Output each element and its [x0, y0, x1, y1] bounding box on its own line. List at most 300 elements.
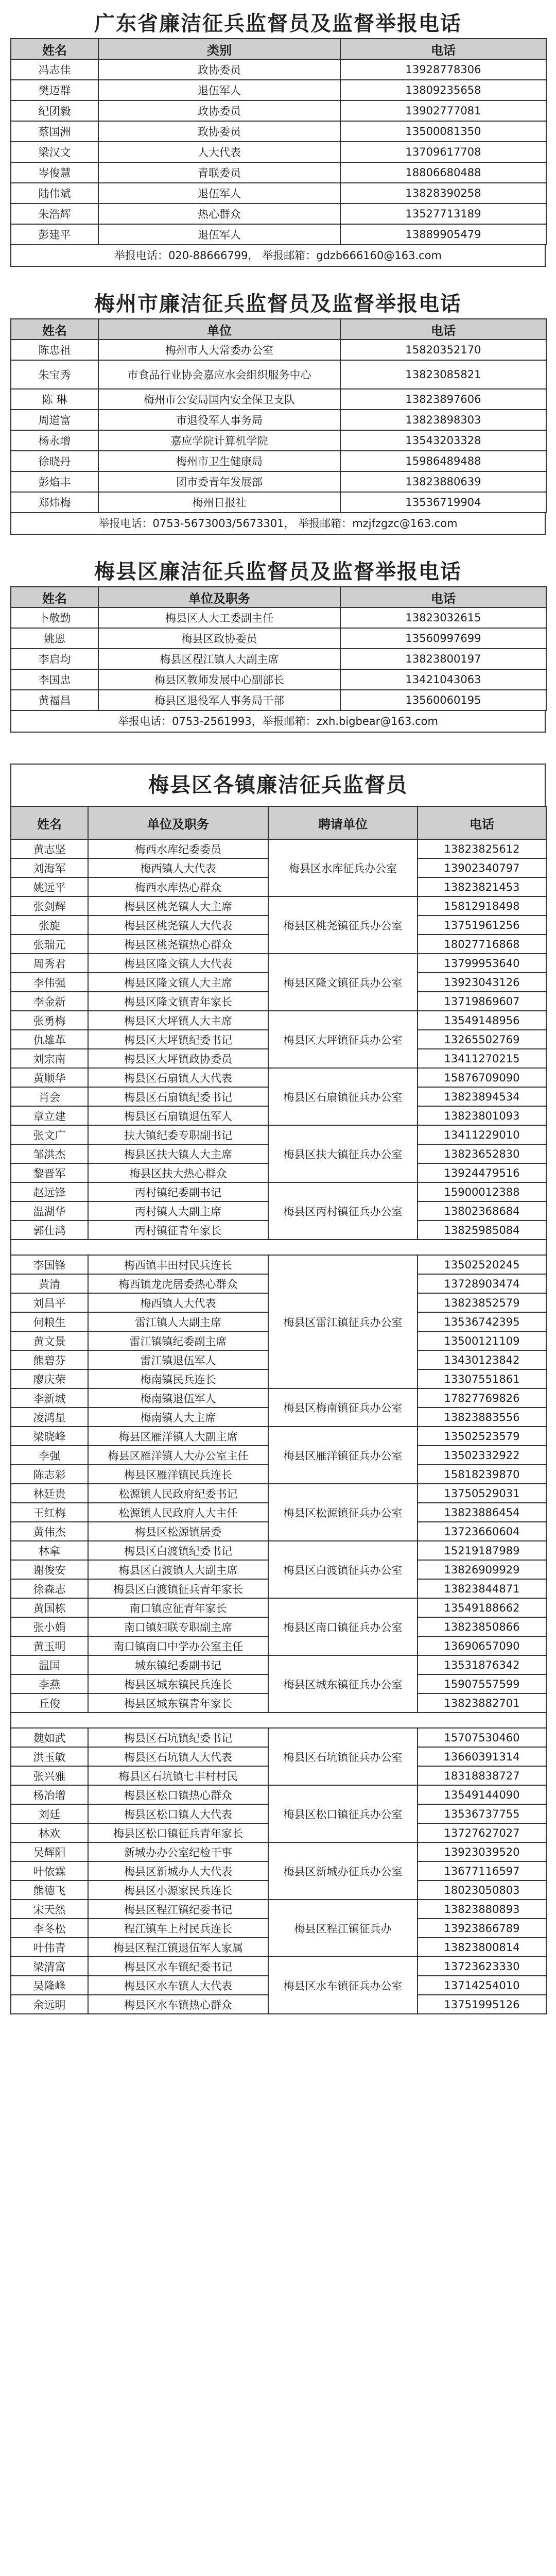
person-unit: 梅县区政协委员 [98, 628, 340, 649]
person-unit: 梅县区大坪镇人大主席 [88, 1011, 268, 1030]
person-phone: 18023050803 [418, 1880, 546, 1900]
person-phone: 13536742395 [418, 1312, 546, 1331]
person-phone: 13265502769 [418, 1030, 546, 1049]
person-name: 肖会 [11, 1087, 88, 1106]
person-phone: 13809235658 [340, 80, 546, 100]
person-phone: 13560060195 [340, 690, 546, 710]
person-name: 李金新 [11, 992, 88, 1011]
person-phone: 13543203328 [340, 430, 546, 451]
table-row [11, 1655, 546, 1674]
person-phone: 15907557599 [418, 1674, 546, 1693]
person-phone: 13531876342 [418, 1655, 546, 1674]
person-phone: 13549148956 [418, 1011, 546, 1030]
person-name: 王红梅 [11, 1503, 88, 1522]
person-phone: 13902340797 [418, 858, 546, 877]
person-unit: 梅南镇人大主席 [88, 1408, 268, 1427]
person-unit: 市食品行业协会嘉应水会组织服务中心 [98, 360, 340, 389]
person-name: 樊迈群 [11, 80, 98, 100]
person-name: 丘俊 [11, 1693, 88, 1713]
person-name: 张小娟 [11, 1617, 88, 1636]
section-title: 梅州市廉洁征兵监督员及监督举报电话 [94, 292, 462, 316]
section-guangdong [10, 0, 546, 267]
person-name: 黄清 [11, 1274, 88, 1293]
table-row [11, 451, 546, 471]
person-name: 周秀君 [11, 954, 88, 973]
person-unit: 梅县区人大工委副主任 [98, 607, 340, 628]
person-phone: 13823897606 [340, 389, 546, 410]
person-unit: 梅县区松口镇征兵青年家长 [88, 1823, 268, 1842]
section-title: 广东省廉洁征兵监督员及监督举报电话 [94, 12, 462, 36]
person-unit: 松源镇人民政府纪委书记 [88, 1484, 268, 1503]
person-unit: 梅西镇丰田村民兵连长 [88, 1255, 268, 1274]
person-unit: 梅县区石扇镇人大代表 [88, 1068, 268, 1087]
person-name: 何粮生 [11, 1312, 88, 1331]
hiring-unit: 梅县区南口镇征兵办公室 [268, 1598, 418, 1655]
table-row [11, 224, 546, 245]
person-phone: 15707530460 [418, 1728, 546, 1747]
person-phone: 13823032615 [340, 607, 546, 628]
guangdong-table [10, 38, 547, 245]
hiring-unit: 梅县区松源镇征兵办公室 [268, 1484, 418, 1541]
person-phone: 13690657090 [418, 1636, 546, 1655]
hiring-unit: 梅县区程江镇征兵办 [268, 1900, 418, 1957]
person-name: 张文广 [11, 1125, 88, 1144]
person-unit: 政协委员 [98, 59, 340, 80]
person-unit: 梅西镇龙虎居委热心群众 [88, 1274, 268, 1293]
person-name: 徐晓丹 [11, 451, 98, 471]
hiring-unit: 梅县区大坪镇征兵办公室 [268, 1011, 418, 1068]
person-phone: 13714254010 [418, 1976, 546, 1995]
person-unit: 梅县区松口镇人大代表 [88, 1804, 268, 1823]
person-unit: 梅县区雁洋镇人大副主席 [88, 1427, 268, 1446]
table-row [11, 1900, 546, 1919]
person-phone: 13750529031 [418, 1484, 546, 1503]
table-row [11, 690, 546, 710]
person-phone: 13823898303 [340, 410, 546, 430]
hiring-unit: 梅县区石扇镇征兵办公室 [268, 1068, 418, 1125]
person-unit: 梅县区白渡镇纪委书记 [88, 1541, 268, 1560]
person-phone: 13889905479 [340, 224, 546, 245]
person-name: 章立建 [11, 1106, 88, 1125]
person-phone: 13802368684 [418, 1201, 546, 1221]
person-name: 徐森志 [11, 1579, 88, 1598]
person-name: 朱宝秀 [11, 360, 98, 389]
table-row [11, 649, 546, 669]
table-row [11, 162, 546, 183]
person-unit: 梅县区水车镇纪委书记 [88, 1957, 268, 1976]
person-phone: 13723623330 [418, 1957, 546, 1976]
person-phone: 13751961256 [418, 916, 546, 935]
person-phone: 13923043126 [418, 973, 546, 992]
person-phone: 17827769826 [418, 1388, 546, 1408]
meixian-table [10, 586, 547, 711]
table-row [11, 607, 546, 628]
table-row [11, 100, 546, 121]
table-row [11, 142, 546, 162]
person-unit: 扶大镇纪委专职副书记 [88, 1125, 268, 1144]
person-unit: 梅县区水车镇人大代表 [88, 1976, 268, 1995]
person-name: 邹洪杰 [11, 1144, 88, 1163]
person-name: 蔡国洲 [11, 121, 98, 142]
person-phone: 13823886454 [418, 1503, 546, 1522]
person-unit: 政协委员 [98, 121, 340, 142]
person-name: 陈志彩 [11, 1465, 88, 1484]
section-towns [10, 733, 546, 2014]
hiring-unit: 梅县区隆文镇征兵办公室 [268, 954, 418, 1011]
person-name: 仇雄革 [11, 1030, 88, 1049]
person-unit: 城东镇纪委副书记 [88, 1655, 268, 1674]
person-phone: 13411229010 [418, 1125, 546, 1144]
person-phone: 13560997699 [340, 628, 546, 649]
table-row [11, 1255, 546, 1274]
person-unit: 梅县区雁洋镇人大办公室主任 [88, 1446, 268, 1465]
person-unit: 梅南镇民兵连长 [88, 1369, 268, 1388]
table-row [11, 1388, 546, 1408]
person-name: 熊碧芬 [11, 1350, 88, 1369]
person-name: 叶依霖 [11, 1861, 88, 1880]
table-row [11, 1125, 546, 1144]
person-unit: 南口镇南口中学办公室主任 [88, 1636, 268, 1655]
person-name: 姚恩 [11, 628, 98, 649]
hiring-unit: 梅县区水库征兵办公室 [268, 839, 418, 896]
section-meizhou [10, 267, 546, 535]
person-unit: 梅县区城东镇民兵连长 [88, 1674, 268, 1693]
person-name: 刘宗南 [11, 1049, 88, 1068]
person-unit: 梅州市人大常委办公室 [98, 340, 340, 360]
person-name: 黄国栋 [11, 1598, 88, 1617]
person-unit: 丙村镇征青年家长 [88, 1221, 268, 1240]
header-phone: 电话 [340, 39, 546, 59]
person-unit: 梅西镇人大代表 [88, 858, 268, 877]
person-name: 刘廷 [11, 1804, 88, 1823]
person-name: 刘昌平 [11, 1293, 88, 1312]
person-unit: 梅县区桃尧镇人大主席 [88, 896, 268, 916]
person-unit: 退伍军人 [98, 224, 340, 245]
person-phone: 13502332922 [418, 1446, 546, 1465]
table-row [11, 669, 546, 690]
person-name: 郑炜梅 [11, 492, 98, 513]
person-unit: 南口镇妇联专职副主席 [88, 1617, 268, 1636]
person-name: 李强 [11, 1446, 88, 1465]
table-row [11, 1598, 546, 1617]
person-unit: 梅州市卫生健康局 [98, 451, 340, 471]
table-row [11, 430, 546, 451]
table-row [11, 389, 546, 410]
hiring-unit: 梅县区水车镇征兵办公室 [268, 1957, 418, 2014]
hiring-unit: 梅县区雷江镇征兵办公室 [268, 1255, 418, 1388]
hiring-unit: 梅县区城东镇征兵办公室 [268, 1655, 418, 1713]
person-unit: 梅县区桃尧镇人大代表 [88, 916, 268, 935]
person-unit: 梅县区隆文镇人大主席 [88, 973, 268, 992]
person-unit: 梅县区石坑镇七丰村村民 [88, 1766, 268, 1785]
person-unit: 青联委员 [98, 162, 340, 183]
person-name: 黎晋军 [11, 1163, 88, 1182]
person-phone: 13823801093 [418, 1106, 546, 1125]
person-phone: 15876709090 [418, 1068, 546, 1087]
separator-row [11, 1713, 546, 1728]
person-name: 黄玉明 [11, 1636, 88, 1655]
person-unit: 丙村镇人大副主席 [88, 1201, 268, 1221]
person-unit: 梅县区水车镇热心群众 [88, 1995, 268, 2014]
report-footer: 举报电话：020-88666799， 举报邮箱：gdzb666160@163.com [10, 245, 546, 267]
person-phone: 18806680488 [340, 162, 546, 183]
person-name: 温湖华 [11, 1201, 88, 1221]
report-footer: 举报电话：0753-5673003/5673301， 举报邮箱：mzjfzgzc@163.com [10, 513, 546, 535]
header-unit-role: 单位及职务 [98, 587, 340, 607]
hiring-unit: 梅县区新城办征兵办公室 [268, 1842, 418, 1900]
person-phone: 13823882701 [418, 1693, 546, 1713]
separator-cell [11, 1713, 546, 1728]
person-unit: 梅县区扶大镇人大主席 [88, 1144, 268, 1163]
person-phone: 18318838727 [418, 1766, 546, 1785]
person-unit: 梅县区雁洋镇民兵连长 [88, 1465, 268, 1484]
person-unit: 退伍军人 [98, 80, 340, 100]
person-name: 卜敬勤 [11, 607, 98, 628]
person-name: 余远明 [11, 1995, 88, 2014]
person-unit: 丙村镇纪委副书记 [88, 1182, 268, 1201]
person-phone: 13823652830 [418, 1144, 546, 1163]
person-unit: 梅县区隆文镇人大代表 [88, 954, 268, 973]
person-name: 黄福昌 [11, 690, 98, 710]
person-unit: 梅县区隆文镇青年家长 [88, 992, 268, 1011]
person-unit: 梅州日报社 [98, 492, 340, 513]
table-row [11, 1484, 546, 1503]
person-name: 李新城 [11, 1388, 88, 1408]
person-name: 朱浩辉 [11, 204, 98, 224]
person-name: 赵远锋 [11, 1182, 88, 1201]
header-name: 姓名 [11, 39, 98, 59]
person-unit: 梅县区城东镇青年家长 [88, 1693, 268, 1713]
table-row [11, 80, 546, 100]
header-unit-role: 单位及职务 [88, 806, 268, 839]
header-unit: 单位 [98, 319, 340, 340]
person-name: 陈忠祖 [11, 340, 98, 360]
person-phone: 13723660604 [418, 1522, 546, 1541]
person-phone: 13826909929 [418, 1560, 546, 1579]
person-unit: 梅县区松口镇热心群众 [88, 1785, 268, 1804]
person-unit: 梅县区白渡镇人大副主席 [88, 1560, 268, 1579]
hiring-unit: 梅县区扶大镇征兵办公室 [268, 1125, 418, 1182]
person-name: 吴辉阳 [11, 1842, 88, 1861]
table-row [11, 839, 546, 858]
person-name: 张瑞元 [11, 935, 88, 954]
person-name: 黄伟杰 [11, 1522, 88, 1541]
person-name: 纪团毅 [11, 100, 98, 121]
hiring-unit: 梅县区梅南镇征兵办公室 [268, 1388, 418, 1427]
table-row [11, 1728, 546, 1747]
person-unit: 梅西水库纪委委员 [88, 839, 268, 858]
table-row [11, 896, 546, 916]
person-name: 熊德飞 [11, 1880, 88, 1900]
person-phone: 13411270215 [418, 1049, 546, 1068]
person-name: 林拿 [11, 1541, 88, 1560]
person-unit: 梅县区扶大热心群众 [88, 1163, 268, 1182]
person-phone: 15986489488 [340, 451, 546, 471]
person-unit: 南口镇应征青年家长 [88, 1598, 268, 1617]
person-unit: 梅州市公安局国内安全保卫支队 [98, 389, 340, 410]
person-phone: 13823850866 [418, 1617, 546, 1636]
person-name: 张旋 [11, 916, 88, 935]
person-phone: 13527713189 [340, 204, 546, 224]
table-row [11, 360, 546, 389]
person-unit: 梅县区退役军人事务局干部 [98, 690, 340, 710]
header-name: 姓名 [11, 319, 98, 340]
person-unit: 梅县区程江镇纪委书记 [88, 1900, 268, 1919]
table-row [11, 1541, 546, 1560]
person-phone: 13500121109 [418, 1331, 546, 1350]
person-name: 梁晓峰 [11, 1427, 88, 1446]
person-unit: 梅县区石坑镇纪委书记 [88, 1728, 268, 1747]
person-phone: 13430123842 [418, 1350, 546, 1369]
person-unit: 梅县区程江镇人大副主席 [98, 649, 340, 669]
person-name: 姚远平 [11, 877, 88, 896]
hiring-unit: 梅县区雁洋镇征兵办公室 [268, 1427, 418, 1484]
person-unit: 人大代表 [98, 142, 340, 162]
person-phone: 13502520245 [418, 1255, 546, 1274]
person-unit: 雷江镇镇纪委副主席 [88, 1331, 268, 1350]
person-name: 彭建平 [11, 224, 98, 245]
person-name: 叶伟青 [11, 1938, 88, 1957]
person-unit: 梅县区石扇镇纪委书记 [88, 1087, 268, 1106]
person-name: 张勇梅 [11, 1011, 88, 1030]
hiring-unit: 梅县区松口镇征兵办公室 [268, 1785, 418, 1842]
report-footer: 举报电话：0753-2561993，举报邮箱：zxh.bigbear@163.com [10, 711, 546, 733]
person-name: 李伟强 [11, 973, 88, 992]
person-name: 林欢 [11, 1823, 88, 1842]
person-name: 杨永增 [11, 430, 98, 451]
person-name: 黄文景 [11, 1331, 88, 1350]
table-row [11, 471, 546, 492]
hiring-unit: 梅县区白渡镇征兵办公室 [268, 1541, 418, 1598]
table-row [11, 204, 546, 224]
person-name: 洪玉敏 [11, 1747, 88, 1766]
header-phone: 电话 [340, 319, 546, 340]
person-unit: 新城办办公室纪检干事 [88, 1842, 268, 1861]
hiring-unit: 梅县区桃尧镇征兵办公室 [268, 896, 418, 954]
person-name: 陆伟斌 [11, 183, 98, 204]
section-meixian [10, 535, 546, 733]
person-name: 张剑辉 [11, 896, 88, 916]
table-row [11, 1957, 546, 1976]
person-name: 张兴雅 [11, 1766, 88, 1785]
person-name: 陈 琳 [11, 389, 98, 410]
person-name: 李国忠 [11, 669, 98, 690]
person-phone: 13923866789 [418, 1919, 546, 1938]
table-row [11, 1068, 546, 1087]
person-name: 凌鸿星 [11, 1408, 88, 1427]
section-title: 梅县区各镇廉洁征兵监督员 [10, 764, 546, 806]
person-phone: 13549144090 [418, 1785, 546, 1804]
person-name: 黄顺华 [11, 1068, 88, 1087]
person-name: 岑俊慧 [11, 162, 98, 183]
person-phone: 13828390258 [340, 183, 546, 204]
person-phone: 13536719904 [340, 492, 546, 513]
header-phone: 电话 [340, 587, 546, 607]
person-unit: 梅县区小源家民兵连长 [88, 1880, 268, 1900]
person-name: 宋天然 [11, 1900, 88, 1919]
person-name: 李启均 [11, 649, 98, 669]
person-phone: 13924479516 [418, 1163, 546, 1182]
person-name: 魏如武 [11, 1728, 88, 1747]
person-name: 李燕 [11, 1674, 88, 1693]
table-row [11, 1182, 546, 1201]
person-name: 谢俊安 [11, 1560, 88, 1579]
person-phone: 13421043063 [340, 669, 546, 690]
person-unit: 梅县区石坑镇人大代表 [88, 1747, 268, 1766]
person-phone: 13823821453 [418, 877, 546, 896]
person-unit: 市退役军人事务局 [98, 410, 340, 430]
person-name: 彭焰丰 [11, 471, 98, 492]
person-phone: 13500081350 [340, 121, 546, 142]
person-name: 郭仕鸿 [11, 1221, 88, 1240]
person-phone: 15219187989 [418, 1541, 546, 1560]
person-unit: 梅县区新城办人大代表 [88, 1861, 268, 1880]
person-phone: 13549188662 [418, 1598, 546, 1617]
table-row [11, 628, 546, 649]
person-unit: 退伍军人 [98, 183, 340, 204]
table-row [11, 59, 546, 80]
table-row [11, 410, 546, 430]
person-name: 梁汉文 [11, 142, 98, 162]
table-row [11, 340, 546, 360]
header-name: 姓名 [11, 587, 98, 607]
person-name: 冯志佳 [11, 59, 98, 80]
table-row [11, 1842, 546, 1861]
person-phone: 13751995126 [418, 1995, 546, 2014]
person-unit: 松源镇人民政府人大主任 [88, 1503, 268, 1522]
header-hiring-unit: 聘请单位 [268, 806, 418, 839]
person-name: 廖庆荣 [11, 1369, 88, 1388]
person-unit: 梅县区大坪镇纪委书记 [88, 1030, 268, 1049]
person-name: 林廷贵 [11, 1484, 88, 1503]
person-phone: 13823825612 [418, 839, 546, 858]
person-unit: 程江镇车上村民兵连长 [88, 1919, 268, 1938]
header-phone: 电话 [418, 806, 546, 839]
person-unit: 热心群众 [98, 204, 340, 224]
person-phone: 15812918498 [418, 896, 546, 916]
person-name: 温国 [11, 1655, 88, 1674]
person-unit: 梅县区教师发展中心副部长 [98, 669, 340, 690]
person-name: 黄志坚 [11, 839, 88, 858]
person-phone: 13823880639 [340, 471, 546, 492]
person-phone: 13536737755 [418, 1804, 546, 1823]
person-phone: 13823880893 [418, 1900, 546, 1919]
person-unit: 嘉应学院计算机学院 [98, 430, 340, 451]
person-unit: 梅县区白渡镇征兵青年家长 [88, 1579, 268, 1598]
person-phone: 13823844871 [418, 1579, 546, 1598]
person-phone: 13660391314 [418, 1747, 546, 1766]
table-row [11, 492, 546, 513]
person-name: 周道富 [11, 410, 98, 430]
person-unit: 梅县区程江镇退伍军人家属 [88, 1938, 268, 1957]
table-row [11, 1427, 546, 1446]
person-phone: 13307551861 [418, 1369, 546, 1388]
person-unit: 团市委青年发展部 [98, 471, 340, 492]
header-category: 类别 [98, 39, 340, 59]
person-unit: 梅西水库热心群众 [88, 877, 268, 896]
table-row [11, 121, 546, 142]
person-name: 李国锋 [11, 1255, 88, 1274]
person-phone: 18027716868 [418, 935, 546, 954]
person-phone: 13799953640 [418, 954, 546, 973]
person-phone: 13902777081 [340, 100, 546, 121]
person-unit: 政协委员 [98, 100, 340, 121]
person-unit: 梅县区桃尧镇热心群众 [88, 935, 268, 954]
person-unit: 梅南镇退伍军人 [88, 1388, 268, 1408]
person-phone: 13719869607 [418, 992, 546, 1011]
person-phone: 13823800197 [340, 649, 546, 669]
table-row [11, 1011, 546, 1030]
